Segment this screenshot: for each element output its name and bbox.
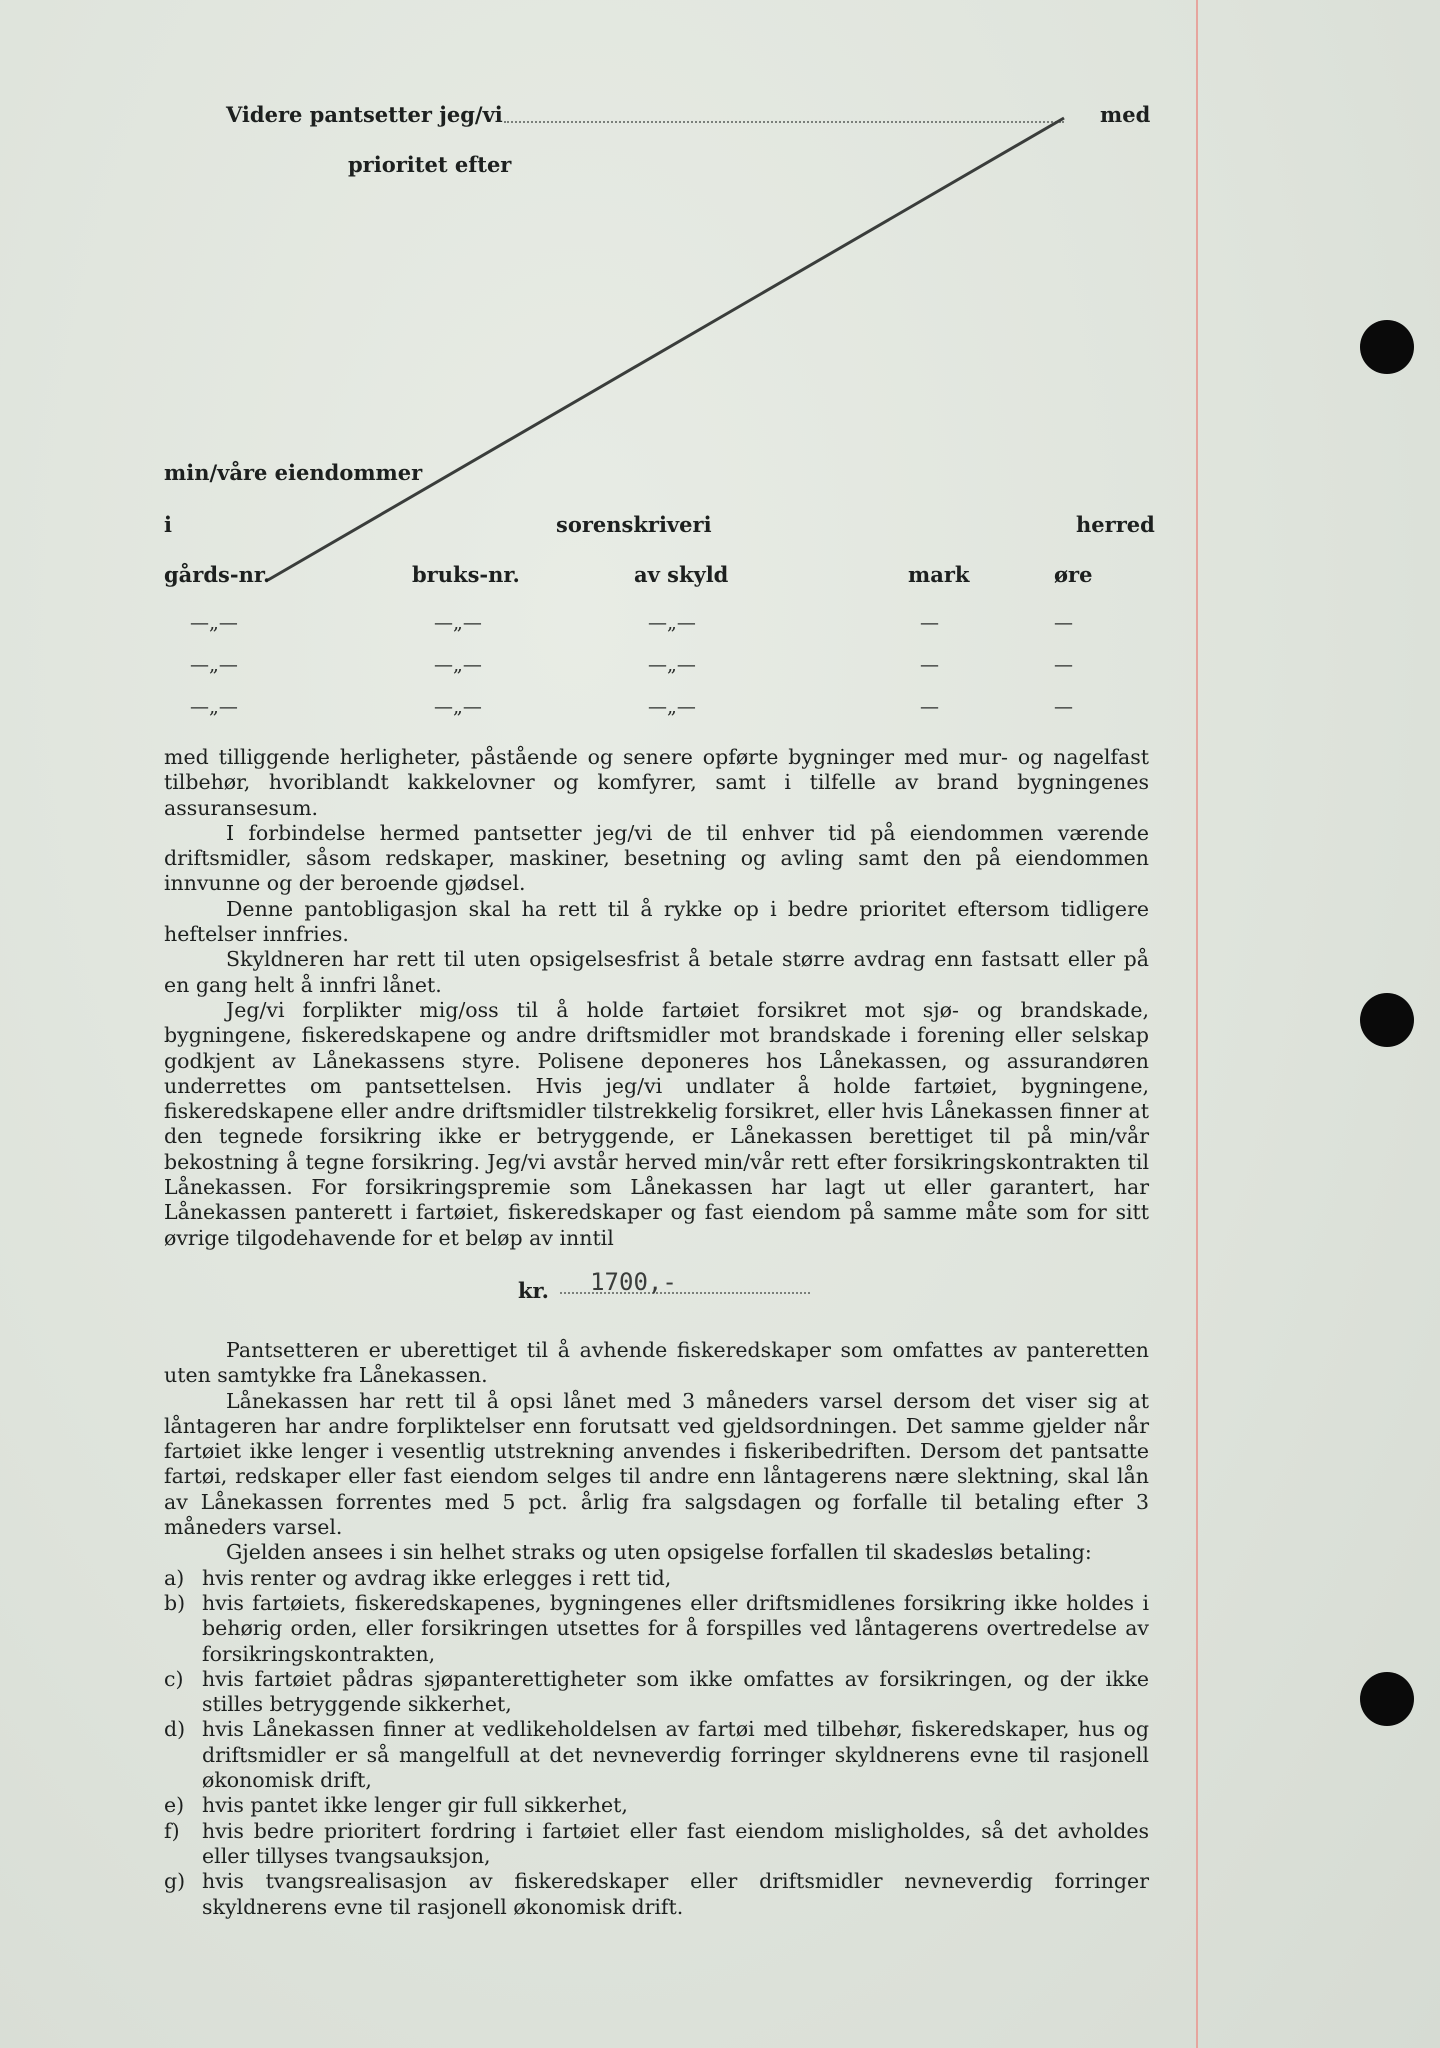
ditto-mark: — [920, 696, 939, 718]
column-gaards-nr: gårds-nr. [164, 562, 271, 587]
paragraph: Lånekassen har rett til å opsi lånet med 3 måneders varsel dersom det viser sig at låntageren har andre forpliktelser enn forutsatt ved gjeldsordningen. Det samme gjelder når fartøiet ikke lenger i vesentlig utstrekning anvendes i fiskeribedriften. Dersom det pantsatte fartøi, redskaper eller fast eiendom selges til andre enn låntagerens nære slektning, skal lån av Lånekassen forrentes med 5 pct. årlig fra salgsdagen og forfalle til betaling efter 3 måneders varsel. [164, 1388, 1149, 1540]
list-text: hvis Lånekassen finner at vedlikeholdelsen av fartøi med tilbehør, fiskeredskaper, hus og driftsmidler er så mangelfull at det nevneverdig forringer skyldnerens evne til rasjonell økonomisk drift, [202, 1717, 1149, 1793]
list-text: hvis pantet ikke lenger gir full sikkerhet, [202, 1793, 628, 1818]
properties-label: min/våre eiendommer [164, 460, 423, 485]
amount-prefix: kr. [518, 1278, 549, 1303]
ditto-mark: —„— [434, 696, 482, 718]
list-item [164, 1869, 1149, 1920]
strike-through-line [0, 0, 1440, 620]
amount-line [518, 1268, 810, 1303]
list-text: hvis fartøiet pådras sjøpanterettigheter som ikke omfattes av forsikringen, og der ikke stilles betryggende sikkerhet, [202, 1666, 1149, 1717]
paragraph: Jeg/vi forplikter mig/oss til å holde fartøiet forsikret mot sjø- og brandskade, bygningene, fiskeredskapene og andre driftsmidler mot brandskade i forening eller selskap godkjent av Lånekassens styre. Polisene deponeres hos Lånekassen, og assurandøren underrettes om pantsettelsen. Hvis jeg/vi undlater å holde fartøiet, bygningene, fiskeredskapene eller andre driftsmidler tilstrekkelig forsikret, eller hvis Lånekassen finner at den tegnede forsikring ikke er betryggende, er Lånekassen berettiget til på min/vår bekostning å tegne forsikring. Jeg/vi avstår herved min/vår rett efter forsikringskontrakten til Lånekassen. For forsikringspremie som Lånekassen har lagt ut eller garantert, har Lånekassen panterett i fartøiet, fiskeredskaper og fast eiendom på samme måte som for sitt øvrige tilgodehavende for et beløp av inntil [164, 997, 1149, 1250]
list-label: e) [164, 1793, 185, 1818]
list-item [164, 1667, 1149, 1718]
list-text: hvis bedre prioritert fordring i fartøiet eller fast eiendom misligholdes, så det avholdes eller tillyses tvangsauksjon, [202, 1818, 1149, 1868]
ditto-mark: — [1054, 654, 1073, 676]
body-text [164, 745, 1149, 1251]
paragraph: Gjelden ansees i sin helhet straks og uten opsigelse forfallen til skadesløs betaling: [226, 1540, 1092, 1565]
list-item [164, 1717, 1149, 1793]
ditto-mark: —„— [190, 612, 238, 634]
priority-label: prioritet efter [348, 152, 512, 177]
amount-value: 1700,- [590, 1268, 677, 1296]
column-ore: øre [1054, 562, 1093, 587]
list-label: f) [164, 1818, 180, 1843]
pledge-line-label: Videre pantsetter jeg/vi [226, 102, 503, 127]
paragraph: Skyldneren har rett til uten opsigelsesfrist å betale større avdrag enn fastsatt eller på en gang helt å innfri lånet. [164, 947, 1149, 997]
list-label: a) [164, 1565, 185, 1590]
list-text: hvis tvangsrealisasjon av fiskeredskaper eller driftsmidler nevneverdig forringer skyldnerens evne til rasjonell økonomisk drift. [202, 1869, 1149, 1919]
ditto-mark: —„— [648, 654, 696, 676]
column-av-skyld: av skyld [634, 562, 729, 587]
ditto-mark: — [1054, 696, 1073, 718]
ditto-mark: —„— [648, 612, 696, 634]
ditto-mark: —„— [190, 654, 238, 676]
ditto-mark: — [1054, 612, 1073, 634]
list-item [164, 1566, 1149, 1591]
ditto-mark: —„— [648, 696, 696, 718]
list-item [164, 1793, 1149, 1818]
list-label: c) [164, 1666, 184, 1691]
punch-hole [1360, 993, 1414, 1047]
paragraph: Denne pantobligasjon skal ha rett til å rykke op i bedre prioritet eftersom tidligere heftelser innfries. [164, 896, 1149, 947]
ditto-mark: —„— [190, 696, 238, 718]
amount-fill-line [560, 1268, 810, 1296]
column-bruks-nr: bruks-nr. [412, 562, 520, 587]
list-text: hvis fartøiets, fiskeredskapenes, bygningenes eller driftsmidlenes forsikring ikke holdes i behørig orden, eller forsikringen utsettes for å forspilles ved låntagerens overtredelse av forsikringskontrakten, [202, 1590, 1149, 1666]
ditto-mark: — [920, 612, 939, 634]
paragraph: Pantsetteren er uberettiget til å avhende fiskeredskaper som omfattes av panteretten uten samtykke fra Lånekassen. [164, 1338, 1149, 1388]
conditions-text [164, 1338, 1149, 1920]
list-label: g) [164, 1869, 186, 1894]
paragraph: I forbindelse hermed pantsetter jeg/vi de til enhver tid på eiendommen værende driftsmidler, såsom redskaper, maskiner, besetning og avling samt den på eiendommen innvunne og der beroende gjødsel. [164, 820, 1149, 896]
court-label: sorenskriveri [556, 512, 712, 537]
ditto-mark: —„— [434, 654, 482, 676]
list-item [164, 1591, 1149, 1667]
med-label: med [1100, 102, 1151, 127]
punch-hole [1360, 1672, 1414, 1726]
list-item [164, 1819, 1149, 1870]
i-label: i [164, 512, 172, 537]
paragraph: med tilliggende herligheter, påstående og senere opførte bygninger med mur- og nagelfast tilbehør, hvoriblandt kakkelovner og komfyrer, samt i tilfelle av brand bygningenes assuransesum. [164, 745, 1149, 820]
district-label: herred [1076, 512, 1155, 537]
list-label: d) [164, 1717, 186, 1742]
list-label: b) [164, 1590, 186, 1615]
ditto-mark: —„— [434, 612, 482, 634]
column-mark: mark [908, 562, 970, 587]
list-text: hvis renter og avdrag ikke erlegges i rett tid, [202, 1565, 672, 1590]
ditto-mark: — [920, 654, 939, 676]
